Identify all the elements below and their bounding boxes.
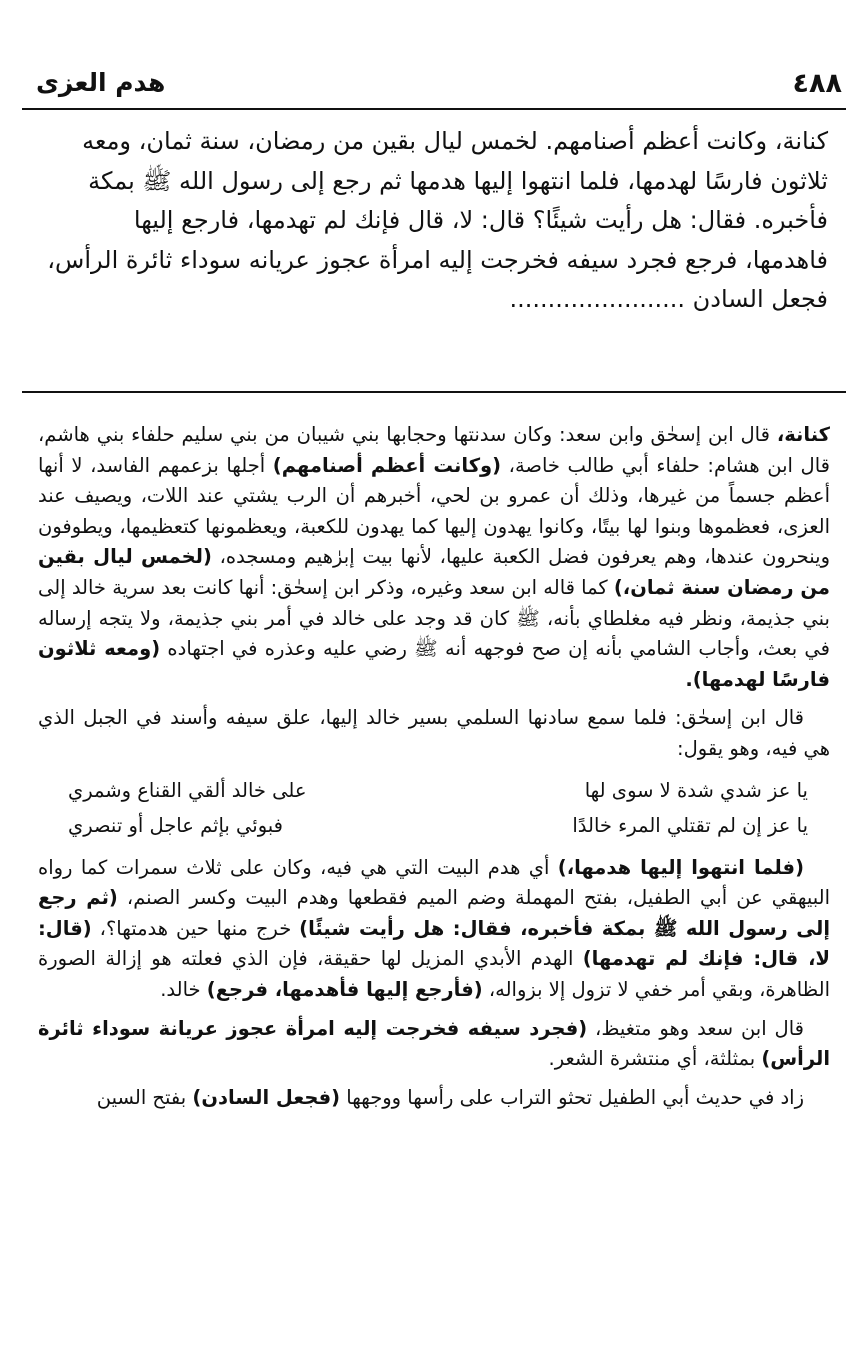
paragraph-text: قال ابن إسحٰق: فلما سمع سادنها السلمي بسير خالد إليها، علق سيفه وأسند في الجبل الذي هي فيه، وهو يقول:: [38, 706, 830, 760]
main-text: [38, 122, 828, 320]
paragraph-text: قال ابن إسحٰق وابن سعد: وكان سدنتها وحجابها بني شيبان من بني سليم حلفاء بني هاشم، قال ابن هشام: حلفاء أبي طالب خاصة،: [38, 423, 830, 477]
paragraph-text: بمثلثة، أي منتشرة الشعر.: [548, 1047, 762, 1071]
paragraph-text: قال ابن سعد وهو متغيظ،: [587, 1016, 804, 1040]
bold-quote: (فجعل السادن): [192, 1085, 341, 1109]
paragraph-text: زاد في حديث أبي الطفيل تحثو التراب على رأسها ووجهها: [340, 1085, 804, 1109]
paragraph-text: أجلها بزعمهم الفاسد، لا أنها أعظم جسماً من غيرها، وذلك أن عمرو بن لحي، أخبرهم أن الرب يشتي عند اللات، ويصيف عند العزى، فعظموها وبنوا لها بيتًا، وكانوا يهدون إليها كما يهدون للكعبة، ويعظمونها كتعظيمها، ويطوفون وينحرون عندها، وهم يعرفون فضل الكعبة عليها، لأنها بيت إبرٰهيم ومسجده،: [38, 453, 830, 569]
bold-quote: (ومعه ثلاثون فارسًا لهدمها).: [38, 637, 830, 691]
verse-line: [38, 773, 830, 808]
main-line: فأخبره. فقال: هل رأيت شيئًا؟ قال: لا، قال فإنك لم تهدمها، فارجع إليها: [133, 206, 828, 234]
paragraph-text: خرج منها حين هدمتها؟،: [91, 916, 300, 940]
bold-quote: (قال: لا، قال: فإنك لم تهدمها): [38, 916, 831, 971]
bold-quote: (وكانت أعظم أصنامهم): [272, 453, 502, 477]
paragraph-text: الهدم الأبدي المزيل لها حقيقة، فإن الذي فعلته هو إزالة الصورة الظاهرة، وبقي أمر خفي لا تزول إلا بزواله،: [38, 947, 830, 1001]
running-title: هدم العزى: [36, 68, 166, 97]
commentary: [38, 420, 830, 1121]
commentary-paragraph: [38, 420, 830, 695]
poem: [38, 773, 830, 843]
paragraph-text: خالد.: [160, 977, 207, 1001]
bold-quote: (فلما انتهوا إليها هدمها،): [557, 855, 804, 879]
bold-quote: كنانة،: [776, 423, 830, 446]
main-line: فاهدمها، فرجع فجرد سيفه فخرجت إليه امرأة عجوز عريانه سوداء ثائرة الرأس،: [47, 245, 828, 274]
verse-hemistich-first: يا عز شدي شدة لا سوى لها: [584, 778, 808, 802]
commentary-paragraph: [38, 703, 830, 764]
commentary-paragraph: [38, 1083, 830, 1114]
bold-quote: (فأرجع إليها فأهدمها، فرجع): [206, 977, 483, 1001]
page-number: ٤٨٨: [792, 68, 842, 99]
page-header: [22, 60, 846, 108]
bold-quote: (لخمس ليال بقين من رمضان سنة ثمان،): [38, 545, 831, 599]
verse-hemistich-first: يا عز إن لم تقتلي المرء خالدًا: [572, 813, 808, 837]
verse-line: [38, 808, 830, 843]
paragraph-text: كما قاله ابن سعد وغيره، وذكر ابن إسحٰق: أنها كانت بعد سرية خالد إلى بني جذيمة، ونظر فيه مغلطاي بأنه، ﷺ كان قد وجد على خالد في أمر بني جذيمة، ولا يتجه إرساله في بعث، وأجاب الشامي بأنه إن صح فوجهه أنه ﷺ رضي عليه وعذره في اجتهاده: [38, 575, 831, 661]
ellipsis-dots: .......................: [509, 285, 685, 313]
paragraph-text: بفتح السين: [96, 1085, 193, 1109]
main-line-text: فجعل السادن: [692, 285, 828, 313]
verse-hemistich-second: فبوئي بإثم عاجل أو تنصري: [68, 813, 284, 837]
header-rule: [22, 108, 846, 110]
paragraph-text: أي هدم البيت التي هي فيه، وكان على ثلاث سمرات كما رواه البيهقي عن أبي الطفيل، بفتح المهملة وضم الميم فقطعها وهدم البيت وكسر الصنم،: [38, 855, 831, 910]
verse-hemistich-second: على خالد ألقي القناع وشمري: [68, 778, 307, 802]
bold-quote: (ثم رجع إلى رسول الله ﷺ بمكة فأخبره، فقال: هل رأيت شيئًا): [38, 886, 831, 940]
commentary-paragraph: [38, 1014, 830, 1075]
main-line-last: [38, 280, 828, 320]
main-line: ثلاثون فارسًا لهدمها، فلما انتهوا إليها هدمها ثم رجع إلى رسول الله ﷺ بمكة: [88, 166, 828, 195]
bold-quote: (فجرد سيفه فخرجت إليه امرأة عجوز عريانة سوداء ثائرة الرأس): [38, 1016, 830, 1071]
commentary-paragraph: [38, 853, 830, 1006]
main-line: كنانة، وكانت أعظم أصنامهم. لخمس ليال بقين من رمضان، سنة ثمان، ومعه: [82, 127, 828, 155]
section-rule: [22, 391, 846, 393]
